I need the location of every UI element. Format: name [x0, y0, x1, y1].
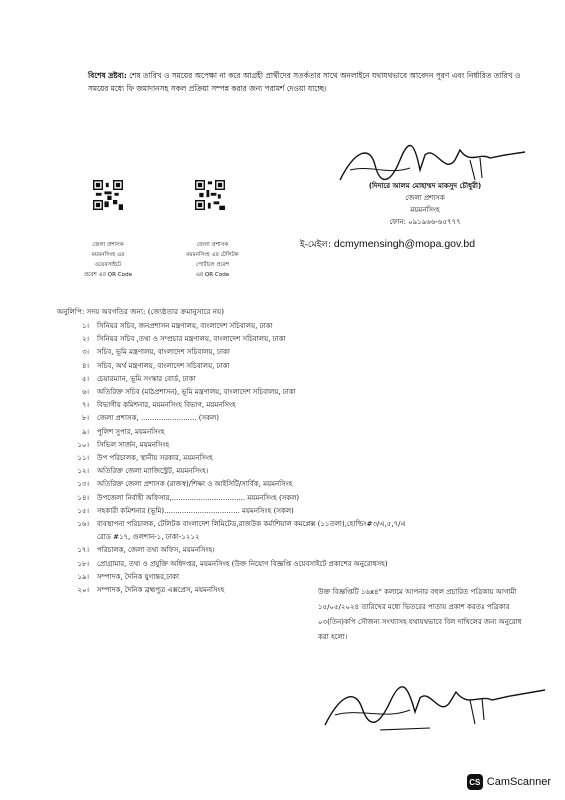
cc-item-text: সিভিল সার্জন, ময়মনসিংহ [97, 440, 170, 449]
cc-item-text: অতিরিক্ত সচিব (মাঠপ্রশাসন), ভূমি মন্ত্রণালয়, বাংলাদেশ সচিবালয়, ঢাকা [97, 388, 296, 396]
qr-icon [195, 180, 225, 210]
camscanner-watermark [467, 774, 551, 790]
cc-item-number: ১৫। [77, 506, 89, 515]
cc-list-item [55, 478, 293, 492]
qr-label-line: ওয়েবসাইটে [94, 262, 122, 268]
cc-list-item [55, 360, 229, 374]
email-line [300, 237, 475, 252]
special-note [88, 70, 528, 95]
cc-item-text: সিনিয়র সচিব ,তথ্য ও সম্প্রচার মন্ত্রণালয়, বাংলাদেশ সচিবালয়, ঢাকা [97, 335, 286, 344]
qr-icon [93, 180, 123, 210]
note-text: শেষ তারিখ ও সময়ের অপেক্ষা না করে আগ্রহী প্রার্থীদের সতর্কতার সাথে অনলাইনে যথাযথভাবে আবেদন পূরণ এবং নির্ধারিত তারিখ ও সময়ের মধ্যে ফি জমাদানসহ সকল প্রক্রিয়া সম্পন্ন করার জন্য পরামর্শ দেওয়া যাচ্ছে। [88, 71, 521, 93]
signer-district: ময়মনসিংহ [410, 206, 440, 214]
cc-item-text: বিভাগীয় কমিশনার, ময়মনসিংহ বিভাগ, ময়মনসিংহ [97, 401, 236, 410]
cc-item-number: ১৩। [77, 480, 89, 489]
cc-item-text: অতিরিক্ত জেলা ম্যাজিস্ট্রেট, ময়মনসিংহ। [97, 467, 209, 476]
qr-label-line: পোর্টালে প্রবেশ [195, 262, 230, 268]
qr-label-line: প্রবেশ এর QR Code [83, 272, 133, 278]
newspaper-note: উক্ত বিজ্ঞপ্তিটি ১৬x৪" কলামে আপনার বহুল প্রচারিত পত্রিকায় আগামী ১৫/০৫/২০২৪ তারিখের মধ্যে ভিতরের পাতায় প্রকাশ করতঃ পত্রিকার ০৩(তিন)কপি সৌজন্য সংখ্যাসহ যথাযথভাবে বিল দাখিলের জন্য অনুরোধ করা হলো। [318, 588, 522, 641]
cc-list-item [55, 465, 208, 479]
cc-list-item [55, 333, 286, 347]
qr-label-teletalk [165, 240, 260, 280]
cc-item-number: ১০। [77, 440, 89, 449]
cc-list-item [55, 518, 406, 532]
cc-item-number: ১৯। [77, 572, 89, 581]
note-label: বিশেষ দ্রষ্টব্য: [88, 71, 127, 80]
email-label: ই-মেইল: [300, 240, 331, 250]
cc-item-text: সিনিয়র সচিব, জনপ্রশাসন মন্ত্রণালয়, বাংলাদেশ সচিবালয়, ঢাকা [97, 322, 273, 330]
cc-item-text: উপজেলা নির্বাহী অফিসার,................................. ময়মনসিংহ (সকল) [97, 493, 300, 502]
cc-item-text: সচিব, অর্থ মন্ত্রণালয়, বাংলাদেশ সচিবালয়, ঢাকা [97, 361, 230, 370]
qr-label-line: ময়মনসিংহ এর টেলিটক [186, 252, 239, 258]
signer-title: জেলা প্রশাসক [405, 194, 445, 202]
cc-item-text: পরিচালক, জেলা তথ্য অফিস, ময়মনসিংহ। [97, 546, 215, 555]
cc-list-item [55, 399, 236, 413]
cc-item-number: ১৪। [77, 493, 89, 502]
cc-item-number: ৯। [81, 427, 89, 436]
cc-item-number: ১৮। [77, 559, 89, 568]
cc-list-item [55, 412, 219, 426]
cc-list-item [55, 492, 299, 506]
qr-label-line: জেলা প্রশাসক [92, 242, 124, 248]
cc-item-number [55, 531, 97, 545]
cc-item-text: পুলিশ সুপার, ময়মনসিংহ [97, 427, 165, 436]
cc-item-number: ২০। [77, 586, 89, 594]
cc-list-item [55, 505, 294, 519]
cc-item-text: সচিব, ভূমি মন্ত্রণালয়, বাংলাদেশ সচিবালয়, ঢাকা [97, 348, 230, 357]
cc-list-item [55, 571, 179, 585]
signer-phone: ফোন: ০৯১৯৬৬-৬৫৭৭৭ [389, 218, 461, 226]
cc-list-item [55, 373, 196, 387]
cc-list-item [55, 452, 213, 466]
cc-list-item [55, 346, 230, 360]
email-address[interactable]: dcmymensingh@mopa.gov.bd [333, 238, 476, 250]
qr-label-line: জেলা প্রশাসক [196, 242, 229, 248]
cc-item-text: অতিরিক্ত জেলা প্রশাসক (রাজস্ব)/শিক্ষা ও আইসিটি/সার্বিক, ময়মনসিংহ [97, 480, 293, 489]
cc-item-number: ১৬। [77, 520, 89, 528]
signer-block [335, 180, 515, 228]
qr-code-website[interactable] [93, 180, 123, 214]
cc-title: অনুলিপি: সদয় অবগতির জন্য: (জ্যেষ্ঠতার ক্রমানুসারে নয়) [57, 307, 225, 316]
cc-item-number: ৪। [81, 361, 89, 370]
signer-name: (দিদারে আলম মোহাম্মদ মাকসুদ চৌধুরী) [368, 182, 482, 190]
qr-label-website [68, 240, 148, 280]
cc-list-item [55, 558, 388, 572]
cc-list-item [55, 544, 215, 558]
cc-item-text: সহকারী কমিশনার (ভূমি).................................. ময়মনসিংহ (সকল) [97, 506, 294, 515]
cc-item-number: ৩। [81, 348, 89, 357]
cc-list-item [55, 320, 273, 334]
cc-item-text: ব্যবস্থাপনা পরিচালক, টেলিটক বাংলাদেশ লিমিটেড,রাজউক কর্মাশিয়াল কমপ্লেক্স (১১তলা),হোল্ডিং#৩/এ,৫,৭/এ [97, 520, 406, 528]
cc-item-text: রোড #১৭, গুলশান-১, ঢাকা-১২১২ [97, 533, 200, 542]
cc-list-item [55, 531, 199, 545]
camscanner-text: CamScanner [486, 776, 551, 788]
cc-item-number: ১১। [77, 454, 89, 462]
cc-item-text: সম্পাদক, দৈনিক ব্রহ্মপুত্র এক্সপ্রেস, ময়মনসিংহ [97, 586, 225, 594]
qr-code-teletalk[interactable] [195, 180, 225, 214]
cc-list-item [55, 426, 164, 440]
cc-item-number: ৫। [81, 374, 89, 383]
cc-list-item [55, 386, 296, 400]
cc-list-item [55, 439, 169, 453]
cc-list-item [55, 584, 224, 598]
cc-item-number: ৭। [81, 401, 89, 410]
cc-item-number: ১২। [77, 467, 89, 476]
cc-item-text: সম্পাদক, দৈনিক যুগান্তর,ঢাকা [97, 572, 180, 581]
qr-label-line: ময়মনসিংহ এর [91, 252, 125, 258]
cc-item-text: প্রোগ্রামার, তথ্য ও প্রযুক্তি অধিদপ্তর, ময়মনসিংহ (উক্ত নিয়োগ বিজ্ঞপ্তি ওয়েবসাইটে প্রকাশের অনুরোধসহ) [97, 559, 388, 568]
cc-item-number: ৮। [81, 414, 89, 423]
cc-item-number: ১৭। [77, 546, 89, 555]
cc-item-number: ৬। [81, 388, 89, 396]
qr-label-line: এর QR Code [195, 272, 230, 278]
cc-item-number: ১। [81, 322, 89, 330]
cc-item-text: জেলা প্রশাসক, ......................... (সকল) [97, 414, 219, 423]
cc-item-text: চেয়ারম্যান, ভূমি সংস্কার বোর্ড, ঢাকা [97, 374, 196, 383]
camscanner-logo-icon: CS [467, 774, 483, 790]
bottom-signature [320, 680, 550, 735]
cc-item-number: ২। [81, 335, 89, 344]
cc-item-text: উপ পরিচালক, স্থানীয় সরকার, ময়মনসিংহ [97, 454, 213, 462]
